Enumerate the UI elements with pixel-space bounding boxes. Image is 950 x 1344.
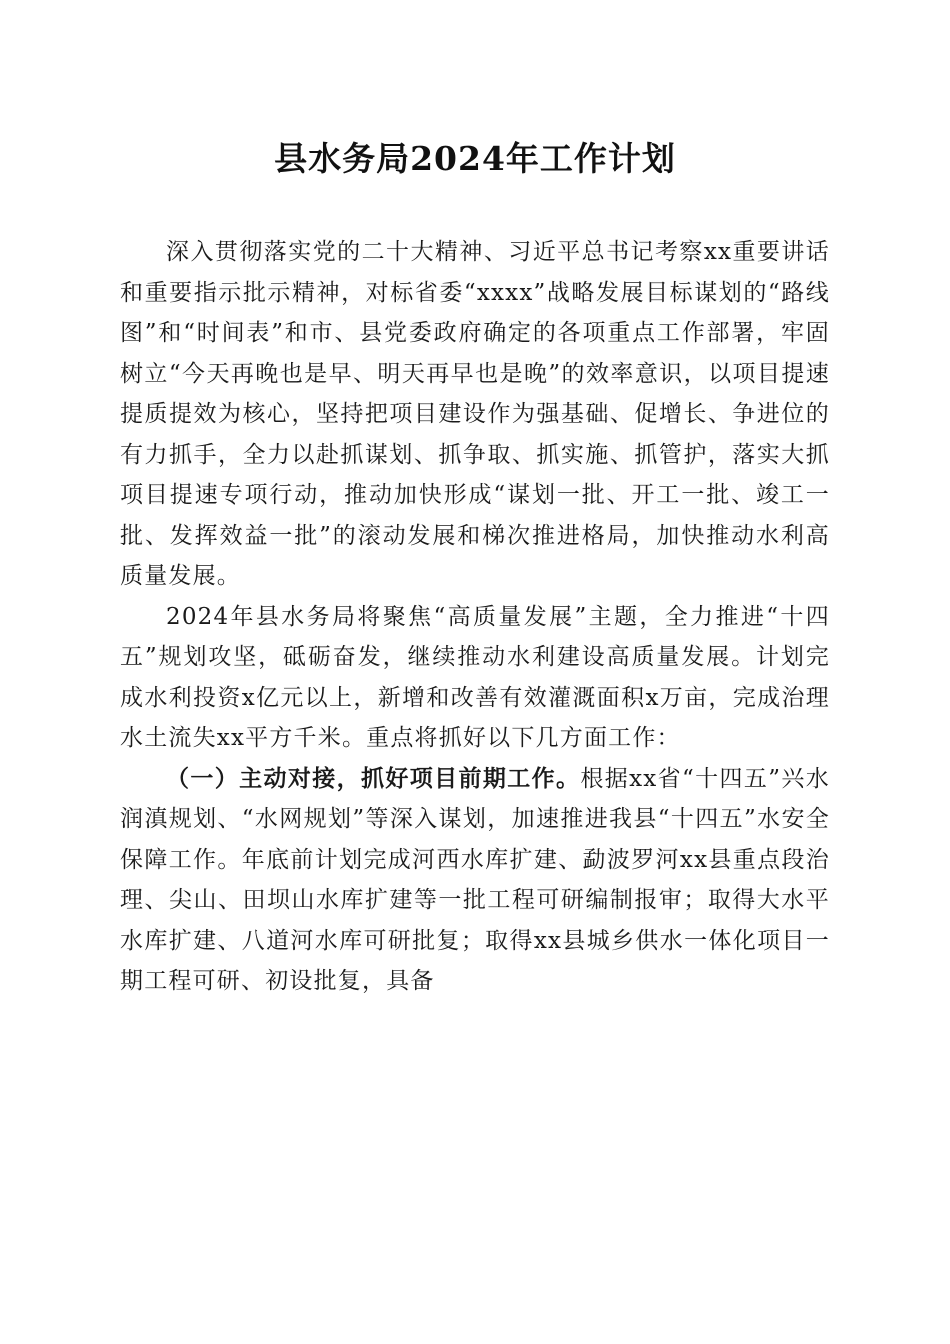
page-title: 县水务局2024年工作计划 — [274, 139, 676, 178]
paragraph-overview: 2024年县水务局将聚焦“高质量发展”主题，全力推进“十四五”规划攻坚，砥砺奋发，继续推动水利建设高质量发展。计划完成水利投资x亿元以上，新增和改善有效灌溉面积x万亩，完成治理水土流失xx平方千米。重点将抓好以下几方面工作： — [120, 603, 830, 751]
document-body — [120, 232, 830, 1002]
paragraph-section-one — [120, 759, 830, 1002]
section-one-heading: （一）主动对接，抓好项目前期工作。 — [166, 764, 581, 792]
paragraph-intro: 深入贯彻落实党的二十大精神、习近平总书记考察xx重要讲话和重要指示批示精神，对标省委“xxxx”战略发展目标谋划的“路线图”和“时间表”和市、县党委政府确定的各项重点工作部署，牢固树立“今天再晚也是早、明天再早也是晚”的效率意识，以项目提速提质提效为核心，坚持把项目建设作为强基础、促增长、争进位的有力抓手，全力以赴抓谋划、抓争取、抓实施、抓管护，落实大抓项目提速专项行动，推动加快形成“谋划一批、开工一批、竣工一批、发挥效益一批”的滚动发展和梯次推进格局，加快推动水利高质量发展。 — [120, 239, 830, 589]
section-one-text: 根据xx省“十四五”兴水润滇规划、“水网规划”等深入谋划，加速推进我县“十四五”水安全保障工作。年底前计划完成河西水库扩建、勐波罗河xx县重点段治理、尖山、田坝山水库扩建等一批工程可研编制报审；取得大水平水库扩建、八道河水库可研批复；取得xx县城乡供水一体化项目一期工程可研、初设批复，具备 — [120, 765, 831, 994]
